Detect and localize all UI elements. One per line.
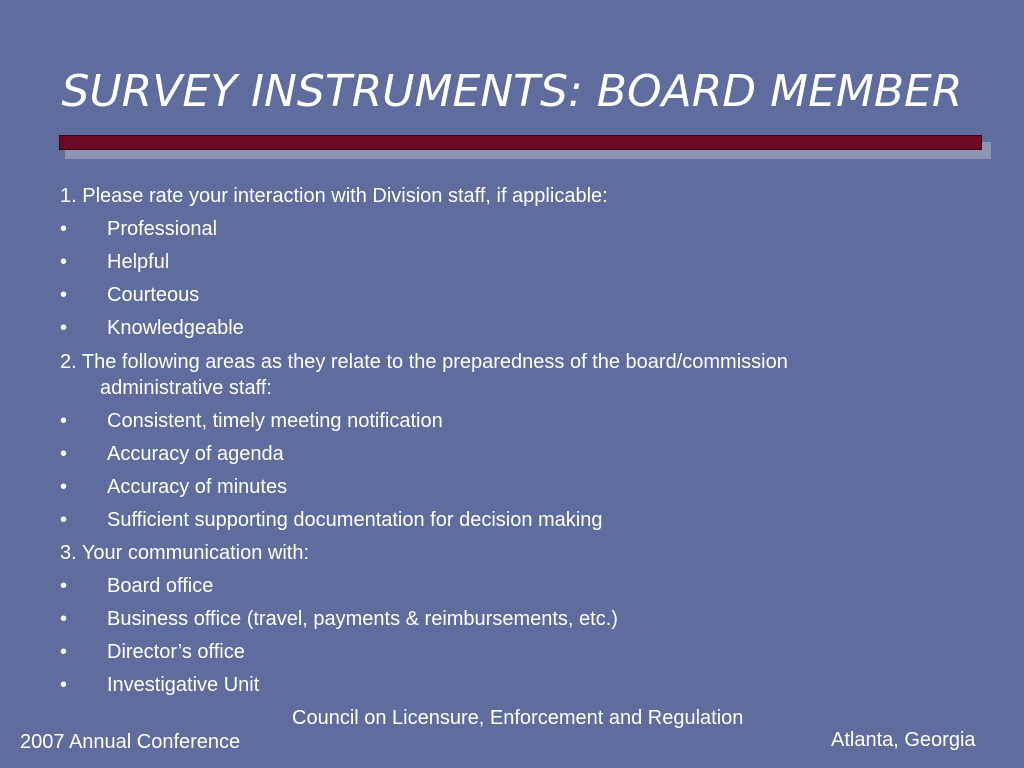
list-item: [60, 312, 960, 345]
section-2-heading-line1: 2. The following areas as they relate to the preparedness of the board/commission: [60, 351, 788, 373]
list-item-label: Board office: [107, 575, 214, 597]
list-item: [60, 570, 960, 603]
list-item-label: Courteous: [107, 284, 200, 306]
list-item: [60, 636, 960, 669]
slide-title: SURVEY INSTRUMENTS: BOARD MEMBER: [61, 66, 963, 117]
bullet-icon: •: [60, 509, 68, 531]
bullet-icon: •: [60, 218, 68, 240]
bullet-icon: •: [60, 410, 68, 432]
bullet-icon: •: [60, 317, 68, 339]
bullet-icon: •: [60, 641, 68, 663]
list-item: [60, 504, 960, 537]
bullet-icon: •: [60, 476, 68, 498]
bullet-icon: •: [60, 284, 68, 306]
list-item-label: Knowledgeable: [107, 317, 244, 339]
footer-location: Atlanta, Georgia: [831, 729, 976, 751]
bullet-icon: •: [60, 443, 68, 465]
list-item: [60, 279, 960, 312]
footer-organization: Council on Licensure, Enforcement and Regulation: [292, 707, 744, 729]
list-item-label: Business office (travel, payments & reimbursements, etc.): [107, 608, 618, 630]
list-item-label: Accuracy of minutes: [107, 476, 288, 498]
list-item-label: Sufficient supporting documentation for decision making: [107, 509, 603, 531]
survey-content: [60, 180, 960, 702]
list-item-label: Helpful: [107, 251, 170, 273]
bullet-icon: •: [60, 251, 68, 273]
section-3-heading: 3. Your communication with:: [60, 542, 310, 564]
list-item: [60, 669, 960, 702]
bullet-icon: •: [60, 575, 68, 597]
list-item: [60, 246, 960, 279]
list-item: [60, 471, 960, 504]
footer-conference: 2007 Annual Conference: [20, 731, 241, 753]
list-item: [60, 603, 960, 636]
list-item: [60, 213, 960, 246]
title-divider-bar: [59, 135, 982, 150]
list-item: [60, 438, 960, 471]
list-item-label: Investigative Unit: [107, 674, 260, 696]
list-item: [60, 405, 960, 438]
section-2-heading: [60, 349, 960, 401]
section-2-heading-line2: administrative staff:: [100, 377, 272, 399]
list-item-label: Professional: [107, 218, 218, 240]
bullet-icon: •: [60, 674, 68, 696]
section-1-heading: 1. Please rate your interaction with Division staff, if applicable:: [60, 185, 608, 207]
list-item-label: Accuracy of agenda: [107, 443, 284, 465]
list-item-label: Consistent, timely meeting notification: [107, 410, 443, 432]
bullet-icon: •: [60, 608, 68, 630]
list-item-label: Director’s office: [107, 641, 245, 663]
